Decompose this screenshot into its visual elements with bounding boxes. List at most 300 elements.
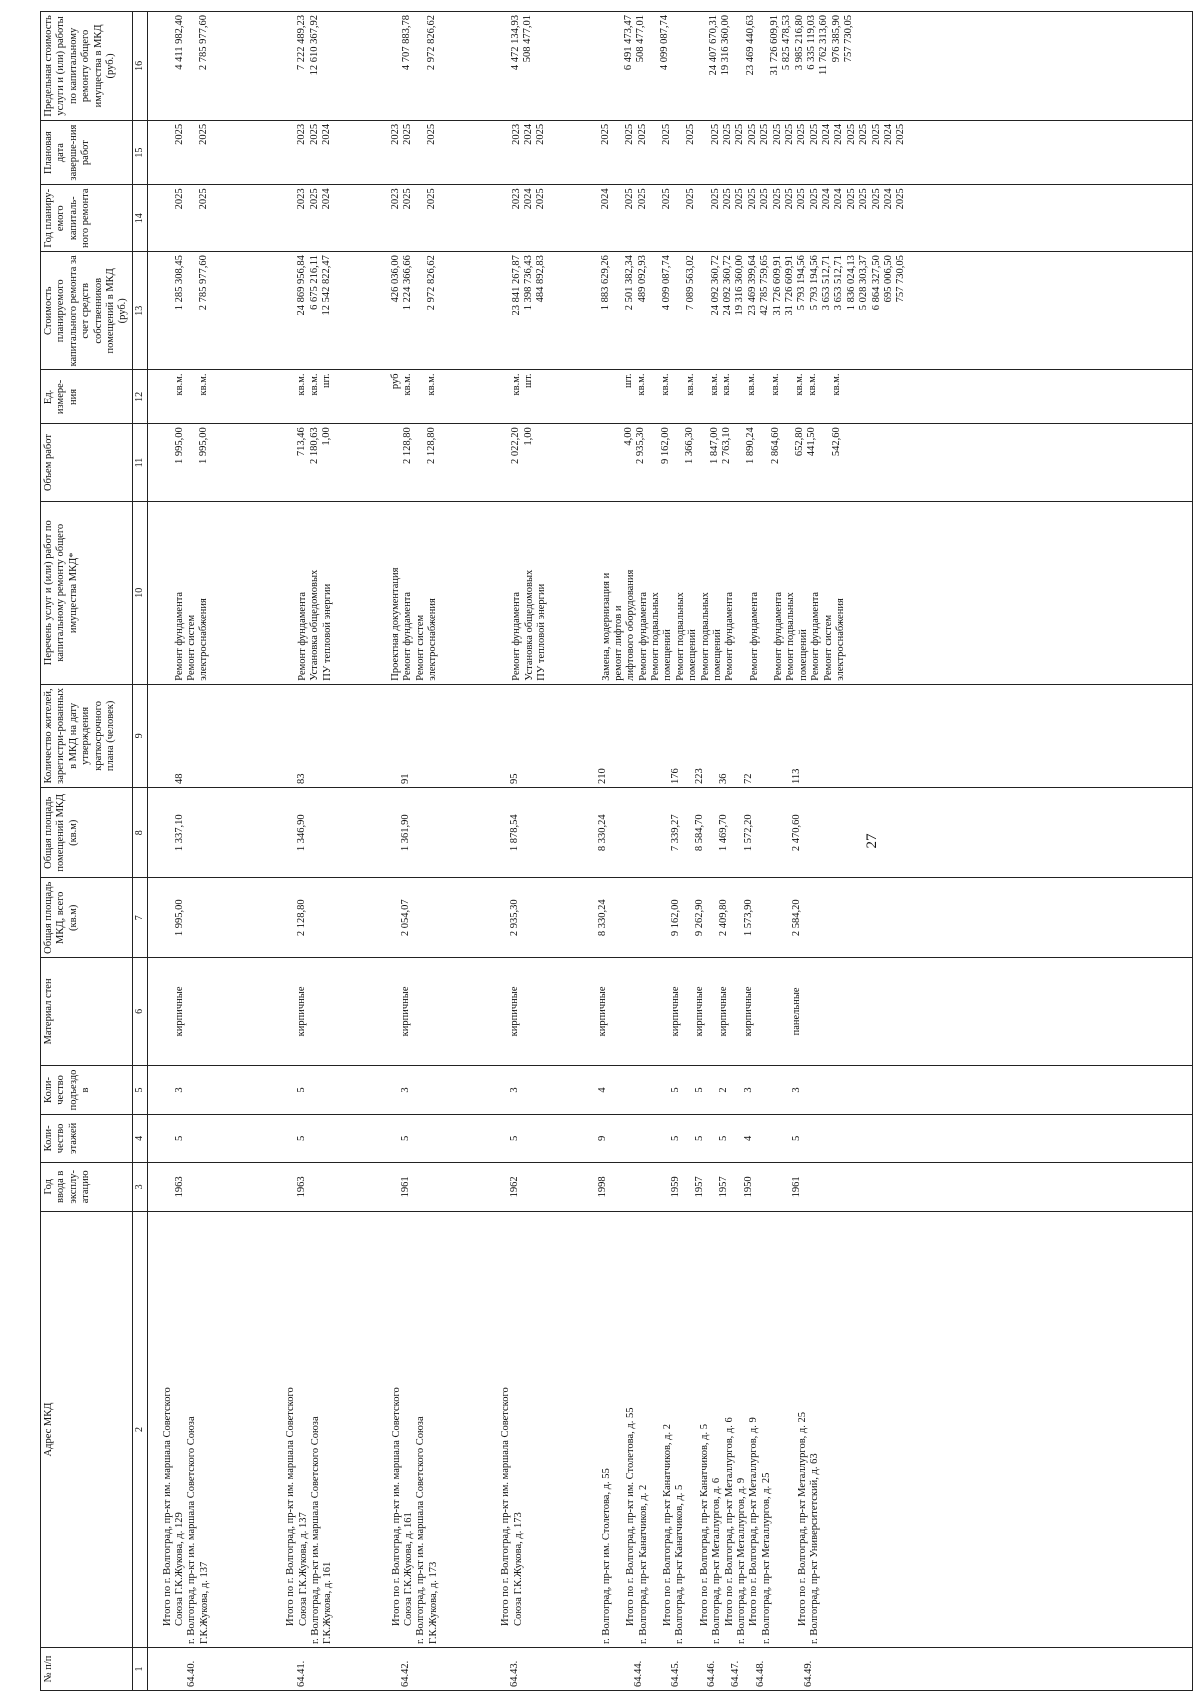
- cell-text: 2025: [870, 188, 882, 210]
- cell-text: 3: [742, 1087, 754, 1093]
- cell-text: 2025: [709, 188, 721, 210]
- cell-text: 2025: [198, 123, 209, 145]
- cell-text: 3: [508, 1087, 520, 1093]
- cell-text: 2: [718, 1087, 730, 1093]
- cell-text: 1 995,00: [198, 427, 209, 465]
- column-number: 7: [132, 878, 147, 958]
- cell-text: 2 128,80: [425, 427, 437, 465]
- cell-text: 5 793 194,56: [796, 255, 808, 311]
- cell-text: 5: [693, 1135, 705, 1142]
- cell-text: Ремонт систем: [414, 614, 426, 681]
- cell-text: 4 411 982,40: [173, 15, 185, 70]
- cell-text: 5 825 478,53: [781, 15, 793, 71]
- cell-text: 2 470,60: [791, 814, 802, 852]
- cell-text: 6 675 216,11: [308, 255, 320, 310]
- cell-text: Ремонт фундамента: [724, 591, 736, 681]
- cell-text: Итого по г. Волгоград, пр-кт Металлургов, д. 6: [723, 1417, 735, 1626]
- cell-text: кв.м.: [794, 373, 806, 396]
- cell-text: г. Волгоград, пр-кт им. маршала Советского Союза: [186, 1416, 198, 1644]
- cell-text: 2 763,10: [720, 427, 732, 465]
- cell-text: 5 793 194,56: [808, 255, 820, 311]
- cell-text: 6 864 327,50: [870, 255, 882, 311]
- cell-text: 2025: [401, 188, 413, 210]
- cell-text: 5: [296, 1135, 307, 1142]
- cell-text: Ремонт фундамента: [637, 591, 649, 681]
- cell-text: 2024: [821, 123, 832, 145]
- column-number: 12: [132, 370, 147, 424]
- column-number-row: [132, 12, 147, 1691]
- col-premises-area: [147, 788, 1192, 878]
- cell-text: 2023: [296, 123, 308, 145]
- cell-text: 5: [693, 1087, 705, 1093]
- cell-text: шт.: [523, 373, 534, 388]
- cell-text: 2025: [759, 188, 771, 210]
- column-header: Общая площадь помещений МКД (кв.м): [41, 788, 133, 878]
- cell-text: Ремонт фундамента: [173, 591, 185, 681]
- table-header-row: [41, 12, 133, 1691]
- cell-text: Установка общедомовых: [523, 569, 535, 681]
- cell-text: 2024: [833, 188, 845, 210]
- cell-text: 2025: [426, 188, 438, 210]
- cell-text: 2025: [636, 188, 648, 210]
- cell-text: 5: [173, 1135, 185, 1142]
- cell-text: 11 762 313,60: [818, 15, 830, 75]
- cell-text: 2025: [746, 123, 758, 145]
- cell-text: 95: [508, 773, 520, 785]
- cell-text: кв.м.: [635, 373, 647, 396]
- column-number: 1: [132, 1647, 147, 1690]
- col-entrances: [147, 1065, 1192, 1115]
- cell-text: 31 726 609,91: [783, 255, 795, 316]
- cell-text: кирпичные: [597, 986, 609, 1037]
- cell-text: 2025: [796, 123, 808, 145]
- cell-text: 1961: [791, 1176, 802, 1198]
- cell-text: помещений: [662, 629, 674, 681]
- cell-text: 2025: [660, 188, 672, 210]
- cell-text: 42 785 759,65: [759, 255, 771, 316]
- cell-text: 1957: [693, 1176, 705, 1198]
- cell-text: 1 573,90: [742, 899, 754, 937]
- col-total-area: [147, 878, 1192, 958]
- cell-text: кирпичные: [693, 986, 705, 1037]
- cell-text: Ремонт систем: [822, 614, 834, 681]
- cell-text: 4 099 087,74: [659, 15, 671, 71]
- cell-text: Итого по г. Волгоград, пр-кт Канатчиков, д. 5: [698, 1423, 710, 1626]
- repair-plan-table: [40, 11, 1193, 1691]
- cell-text: ПУ тепловой энергии: [536, 583, 548, 681]
- cell-text: 2025: [685, 188, 697, 210]
- cell-text: 2025: [783, 188, 795, 210]
- cell-text: 757 730,05: [895, 255, 907, 303]
- cell-text: 2 972 826,62: [425, 15, 437, 71]
- column-number: 6: [132, 958, 147, 1066]
- column-header: Адрес МКД: [41, 1212, 133, 1648]
- cell-text: кв.м.: [308, 373, 320, 396]
- cell-text: 2 972 826,62: [426, 255, 438, 311]
- cell-text: шт.: [321, 373, 333, 388]
- cell-text: ремонт лифтов и: [612, 605, 624, 681]
- cell-text: Ремонт систем: [186, 614, 197, 681]
- cell-text: 508 477,01: [522, 15, 534, 63]
- cell-text: 176: [669, 768, 681, 785]
- cell-text: 64.46.: [705, 1660, 717, 1687]
- cell-text: кв.м.: [806, 373, 818, 396]
- cell-text: 1 995,00: [173, 899, 185, 937]
- cell-text: Союза Г.К.Жукова, д. 129: [174, 1512, 185, 1626]
- cell-text: 1 469,70: [718, 814, 730, 852]
- cell-text: 91: [400, 773, 412, 785]
- column-header: № п/п: [41, 1647, 133, 1690]
- cell-text: г. Волгоград, пр-кт им. маршала Советского Союза: [415, 1416, 427, 1644]
- column-number: 3: [132, 1162, 147, 1212]
- cell-text: 9 262,90: [693, 899, 705, 937]
- column-header: Общая площадь МКД, всего (кв.м): [41, 878, 133, 958]
- cell-text: 5: [791, 1135, 802, 1142]
- col-year: [147, 1162, 1192, 1212]
- cell-text: кв.м.: [401, 373, 413, 396]
- cell-text: шт.: [623, 373, 635, 388]
- cell-text: 4: [742, 1135, 754, 1142]
- cell-text: 2025: [845, 123, 857, 145]
- cell-text: 2024: [833, 123, 845, 145]
- cell-text: г. Волгоград, пр-кт Университетский, д. 63: [809, 1453, 821, 1644]
- col-cost: [147, 252, 1192, 370]
- cell-text: 2 128,80: [296, 899, 307, 937]
- cell-text: 2025: [636, 123, 648, 145]
- cell-text: 2 935,30: [508, 899, 520, 937]
- col-max-cost: [147, 12, 1192, 121]
- cell-text: 2025: [308, 123, 320, 145]
- cell-text: Итого по г. Волгоград, пр-кт им. Столетова, д. 55: [625, 1407, 637, 1626]
- cell-text: Союза Г.К.Жукова, д. 173: [512, 1512, 524, 1626]
- cell-text: 2 128,80: [401, 427, 413, 465]
- column-header: Коли-чество подъездо в: [41, 1065, 133, 1115]
- cell-text: г. Волгоград, пр-кт им. маршала Советского Союза: [309, 1416, 321, 1644]
- cell-text: 24 407 670,31: [707, 15, 719, 76]
- cell-text: Итого по г. Волгоград, пр-кт Металлургов, д. 25: [797, 1411, 808, 1626]
- cell-text: г. Волгоград, пр-кт Металлургов, д. 25: [760, 1472, 772, 1644]
- cell-text: 2 180,63: [308, 427, 320, 465]
- cell-text: 1950: [742, 1176, 754, 1198]
- cell-text: 2 935,30: [635, 427, 647, 465]
- cell-text: 4,00: [623, 427, 634, 446]
- cell-text: 508 477,01: [635, 15, 646, 63]
- cell-text: 2023: [389, 188, 401, 210]
- cell-text: 2025: [722, 188, 733, 210]
- cell-text: 713,46: [296, 427, 308, 457]
- cell-text: 1 572,20: [742, 814, 754, 852]
- cell-text: помещений: [687, 629, 699, 681]
- column-header: Год ввода в эксплу-атацию: [41, 1162, 133, 1212]
- page-number: 27: [864, 833, 880, 849]
- cell-text: Итого по г. Волгоград, пр-кт им. маршала Советского: [500, 1387, 512, 1626]
- cell-text: кирпичные: [400, 986, 412, 1037]
- column-number: 5: [132, 1065, 147, 1115]
- cell-text: 2025: [796, 188, 808, 210]
- cell-text: 2025: [746, 188, 758, 210]
- cell-text: Ремонт фундамента: [402, 591, 414, 681]
- cell-text: кв.м.: [745, 373, 757, 396]
- cell-text: 2023: [510, 123, 522, 145]
- table-body: [147, 12, 1192, 1691]
- cell-text: 2023: [296, 188, 308, 210]
- cell-text: 2025: [870, 123, 882, 145]
- cell-text: г. Волгоград, пр-кт Металлургов, д. 9: [735, 1477, 747, 1644]
- cell-text: 1 361,90: [400, 814, 412, 852]
- cell-text: 8 330,24: [597, 814, 609, 852]
- cell-text: 2025: [722, 123, 733, 145]
- cell-text: 2025: [599, 123, 611, 145]
- cell-text: 64.41.: [296, 1660, 307, 1687]
- cell-text: 24 092 360,72: [722, 255, 733, 316]
- cell-text: 542,60: [830, 427, 842, 457]
- cell-text: 64.43.: [508, 1660, 520, 1687]
- cell-text: 2025: [858, 123, 870, 145]
- cell-text: 1963: [173, 1176, 185, 1198]
- cell-text: лифтового оборудования: [625, 569, 637, 681]
- cell-text: 19 316 360,00: [734, 255, 746, 316]
- cell-text: Союза Г.К.Жукова, д. 137: [297, 1512, 309, 1626]
- cell-text: 23 841 267,87: [510, 255, 522, 316]
- cell-text: 652,80: [794, 427, 805, 457]
- cell-text: Г.К.Жукова, д. 161: [322, 1561, 334, 1644]
- cell-text: 9: [597, 1135, 609, 1142]
- cell-text: Ремонт фундамента: [810, 591, 822, 681]
- cell-text: кв.м.: [831, 373, 843, 396]
- cell-text: 2025: [535, 188, 547, 210]
- cell-text: 2025: [198, 188, 209, 210]
- cell-text: 64.49.: [803, 1660, 814, 1687]
- cell-text: 1963: [296, 1176, 307, 1198]
- cell-text: 2 584,20: [791, 899, 802, 937]
- cell-text: 2024: [321, 123, 333, 145]
- cell-text: 1 366,30: [684, 427, 696, 465]
- column-number: 2: [132, 1212, 147, 1648]
- col-residents: [147, 684, 1192, 787]
- cell-text: 24 092 360,72: [709, 255, 721, 316]
- cell-text: 31 726 609,91: [771, 255, 783, 316]
- column-number: 14: [132, 185, 147, 252]
- cell-text: 2025: [624, 123, 636, 145]
- cell-text: 2 785 977,60: [198, 15, 209, 71]
- cell-text: 1998: [597, 1176, 609, 1198]
- column-header: Ед. измере-ния: [41, 370, 133, 424]
- cell-text: 2025: [426, 123, 438, 145]
- cell-text: 1 398 736,43: [523, 255, 534, 311]
- cell-text: Ремонт подвальных: [785, 592, 797, 681]
- column-number: 11: [132, 424, 147, 501]
- col-volume: [147, 424, 1192, 501]
- cell-text: помещений: [797, 629, 809, 681]
- cell-text: 1 890,24: [745, 427, 757, 465]
- cell-text: 2025: [660, 123, 672, 145]
- cell-text: кв.м.: [708, 373, 720, 396]
- cell-text: 2025: [895, 123, 907, 145]
- cell-text: 3: [791, 1087, 802, 1093]
- cell-text: кв.м.: [721, 373, 733, 396]
- cell-text: г. Волгоград, пр-кт Металлургов, д. 6: [711, 1477, 723, 1644]
- column-header: Предельная стоимость услуги и (или) работы по капитальному ремонту общего имущества в МКД (руб.): [41, 12, 133, 121]
- cell-text: 2025: [845, 188, 857, 210]
- cell-text: электроснабжения: [427, 598, 438, 681]
- cell-text: 2 864,60: [769, 427, 781, 465]
- column-header: Год планиру-емого капиталь-ного ремонта: [41, 185, 133, 252]
- cell-text: 2024: [882, 123, 894, 145]
- cell-text: 489 092,93: [636, 255, 648, 303]
- cell-text: 2025: [771, 123, 783, 145]
- cell-text: 976 385,90: [830, 15, 842, 63]
- cell-text: кв.м.: [660, 373, 672, 396]
- column-header: Материал стен: [41, 958, 133, 1066]
- cell-text: 2025: [808, 188, 820, 210]
- cell-text: Замена, модернизация и: [600, 572, 612, 681]
- cell-text: помещений: [711, 629, 723, 681]
- cell-text: 64.47.: [730, 1660, 742, 1687]
- cell-text: 2025: [759, 123, 771, 145]
- cell-text: 4: [597, 1087, 609, 1093]
- cell-text: 2025: [401, 123, 413, 145]
- cell-text: 695 006,50: [882, 255, 894, 303]
- cell-text: 223: [693, 768, 705, 785]
- cell-text: 1 878,54: [508, 814, 520, 852]
- cell-text: кирпичные: [173, 986, 185, 1037]
- cell-text: Ремонт фундамента: [296, 591, 308, 681]
- cell-text: 24 869 956,84: [296, 255, 308, 316]
- cell-text: 8 330,24: [597, 899, 609, 937]
- cell-text: 72: [742, 773, 754, 785]
- cell-text: г. Волгоград, пр-кт им. Столетова, д. 55: [600, 1468, 612, 1644]
- col-address: [147, 1212, 1192, 1648]
- cell-text: кирпичные: [742, 986, 754, 1037]
- cell-text: 1 346,90: [296, 814, 307, 852]
- column-header: Стоимость планируемого капитального ремонта за счет средств собственников помещений в МКД (руб.): [41, 252, 133, 370]
- cell-text: электроснабжения: [198, 598, 210, 681]
- cell-text: 19 316 360,00: [720, 15, 732, 76]
- cell-text: 4 707 883,78: [401, 15, 413, 71]
- column-number: 10: [132, 501, 147, 684]
- cell-text: 3: [400, 1087, 412, 1093]
- cell-text: кирпичные: [296, 986, 307, 1037]
- column-header: Перечень услуг и (или) работ по капитальному ремонту общего имущества МКД*: [41, 501, 133, 684]
- cell-text: кв.м.: [173, 373, 185, 396]
- cell-text: 3: [173, 1087, 185, 1093]
- cell-text: 484 892,83: [535, 255, 547, 303]
- cell-text: Ремонт фундамента: [748, 591, 760, 681]
- column-number: 4: [132, 1115, 147, 1162]
- cell-text: 2 409,80: [718, 899, 730, 937]
- cell-text: 2024: [321, 188, 333, 210]
- cell-text: кв.м.: [198, 373, 209, 396]
- cell-text: кирпичные: [718, 986, 730, 1037]
- column-header: Объем работ: [41, 424, 133, 501]
- col-completion: [147, 120, 1192, 185]
- cell-text: 1 995,00: [173, 427, 185, 465]
- cell-text: кирпичные: [669, 986, 681, 1037]
- cell-text: 5: [296, 1087, 307, 1093]
- cell-text: кв.м.: [684, 373, 696, 396]
- cell-text: руб: [389, 373, 401, 390]
- cell-text: 2 022,20: [510, 427, 522, 465]
- col-number: [147, 1647, 1192, 1690]
- cell-text: 31 726 609,91: [768, 15, 780, 76]
- cell-text: 2025: [173, 188, 185, 210]
- column-number: 13: [132, 252, 147, 370]
- cell-text: кв.м.: [426, 373, 438, 396]
- cell-text: Ремонт подвальных: [699, 592, 711, 681]
- cell-text: кв.м.: [296, 373, 308, 396]
- cell-text: 5 028 303,37: [858, 255, 870, 311]
- cell-text: 2 054,07: [400, 899, 412, 937]
- cell-text: г. Волгоград, пр-кт Канатчиков, д. 2: [637, 1484, 649, 1644]
- cell-text: 4 099 087,74: [660, 255, 672, 311]
- cell-text: 2025: [734, 123, 746, 145]
- cell-text: Итого по г. Волгоград, пр-кт Металлургов, д. 9: [748, 1417, 760, 1626]
- cell-text: Итого по г. Волгоград, пр-кт им. маршала Советского: [285, 1387, 297, 1626]
- cell-text: 2 501 382,34: [624, 255, 636, 311]
- cell-text: 9 162,00: [659, 427, 671, 465]
- cell-text: Проектная документация: [389, 567, 401, 681]
- cell-text: 9 162,00: [669, 899, 681, 937]
- cell-text: 5: [508, 1135, 520, 1142]
- cell-text: 2025: [734, 188, 746, 210]
- cell-text: г. Волгоград, пр-кт Канатчиков, д. 5: [674, 1484, 686, 1644]
- cell-text: 6 491 473,47: [622, 15, 634, 71]
- cell-text: 2024: [882, 188, 894, 210]
- cell-text: Итого по г. Волгоград, пр-кт им. маршала Советского: [161, 1387, 173, 1626]
- cell-text: кирпичные: [508, 986, 520, 1037]
- cell-text: 1 847,00: [708, 427, 720, 465]
- cell-text: 2024: [523, 123, 534, 145]
- cell-text: 12 610 367,92: [308, 15, 320, 76]
- cell-text: 5: [669, 1087, 681, 1093]
- cell-text: панельные: [791, 987, 802, 1036]
- cell-text: 757 730,05: [843, 15, 855, 63]
- cell-text: 64.40.: [185, 1660, 197, 1687]
- column-number: 9: [132, 684, 147, 787]
- cell-text: Г.К.Жукова, д. 137: [198, 1561, 210, 1644]
- cell-text: 5: [669, 1135, 681, 1142]
- cell-text: 83: [296, 773, 307, 785]
- cell-text: 210: [597, 768, 609, 785]
- cell-text: 1,00: [522, 427, 534, 446]
- col-plan-year: [147, 185, 1192, 252]
- cell-text: 2025: [624, 188, 636, 210]
- cell-text: 48: [173, 773, 185, 785]
- cell-text: 1959: [669, 1176, 681, 1198]
- cell-text: 2024: [599, 188, 611, 210]
- cell-text: 2025: [709, 123, 721, 145]
- cell-text: 1 836 024,13: [845, 255, 857, 311]
- cell-text: 64.45.: [669, 1660, 681, 1687]
- cell-text: 2024: [523, 188, 534, 210]
- cell-text: 426 036,00: [389, 255, 401, 303]
- cell-text: 64.48.: [754, 1660, 766, 1687]
- column-number: 16: [132, 12, 147, 121]
- cell-text: 7 222 489,23: [296, 15, 308, 71]
- cell-text: 1 337,10: [173, 814, 185, 852]
- cell-text: 23 469 440,63: [744, 15, 756, 76]
- cell-text: 1 883 629,26: [599, 255, 611, 311]
- cell-text: кв.м.: [510, 373, 522, 396]
- cell-text: 4 472 134,93: [509, 15, 521, 71]
- cell-text: Ремонт фундамента: [773, 591, 784, 681]
- cell-text: ПУ тепловой энергии: [321, 583, 333, 681]
- col-wall-material: [147, 958, 1192, 1066]
- cell-text: электроснабжения: [834, 598, 846, 681]
- cell-text: 36: [718, 773, 730, 785]
- col-unit: [147, 370, 1192, 424]
- cell-text: 1 224 366,66: [401, 255, 413, 311]
